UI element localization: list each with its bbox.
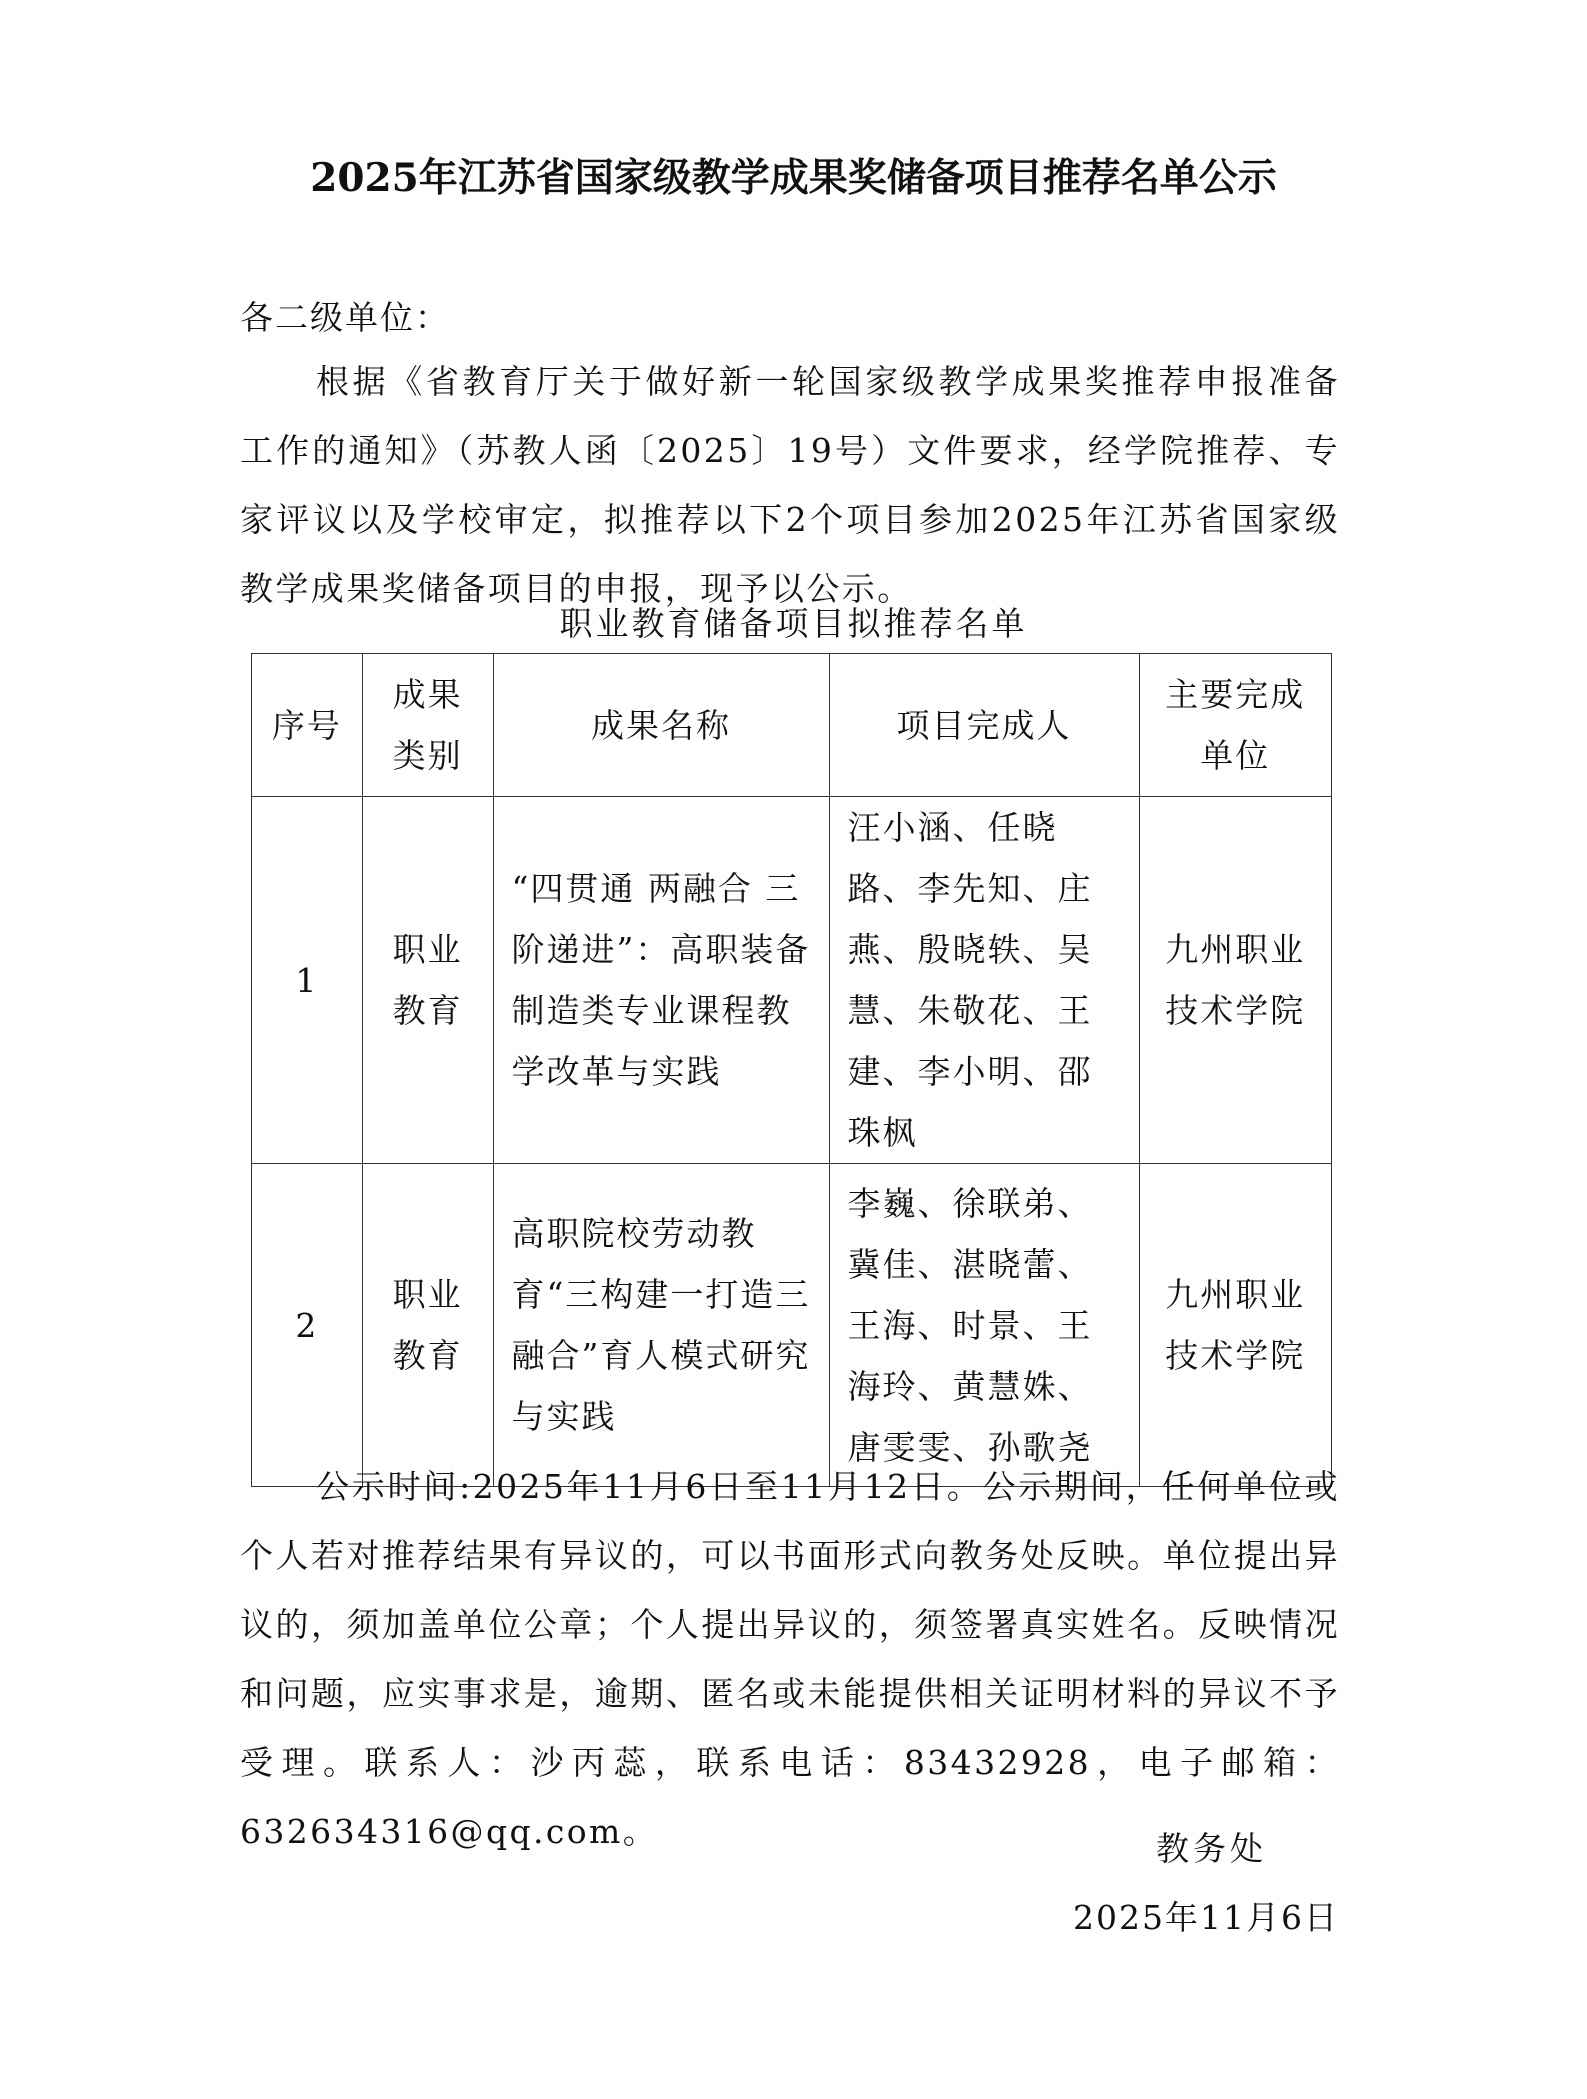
- cell-seq: 1: [252, 797, 363, 1164]
- header-name: 成果名称: [493, 654, 829, 797]
- cell-category: 职业教育: [362, 797, 493, 1164]
- table-row: [252, 797, 1332, 1164]
- cell-people: 李巍、徐联弟、冀佳、湛晓蕾、王海、时景、王海玲、黄慧姝、唐雯雯、孙歌尧: [829, 1164, 1139, 1487]
- document-title: 2025年江苏省国家级教学成果奖储备项目推荐名单公示: [310, 155, 1277, 201]
- cell-org: 九州职业技术学院: [1139, 797, 1331, 1164]
- table-row: [252, 1164, 1332, 1487]
- signature-department: 教务处: [1156, 1829, 1267, 1868]
- table-header-row: [252, 654, 1332, 797]
- cell-name: “四贯通 两融合 三阶递进”：高职装备制造类专业课程教学改革与实践: [493, 797, 829, 1164]
- header-seq: 序号: [252, 654, 363, 797]
- cell-people: 汪小涵、任晓路、李先知、庄燕、殷晓轶、吴慧、朱敬花、王建、李小明、邵珠枫: [829, 797, 1139, 1164]
- header-people: 项目完成人: [829, 654, 1139, 797]
- notice-paragraph: 公示时间:2025年11月6日至11月12日。公示期间，任何单位或个人若对推荐结果有异议的，可以书面形式向教务处反映。单位提出异议的，须加盖单位公章；个人提出异议的，须签署真实姓名。反映情况和问题，应实事求是，逾期、匿名或未能提供相关证明材料的异议不予受理。联系人：沙丙蕊，联系电话：83432928，电子邮箱：632634316@qq.com。: [240, 1467, 1340, 1851]
- salutation: 各二级单位：: [240, 298, 450, 337]
- cell-org: 九州职业技术学院: [1139, 1164, 1331, 1487]
- signature-date: 2025年11月6日: [1073, 1898, 1339, 1937]
- cell-name: 高职院校劳动教育“三构建一打造三融合”育人模式研究与实践: [493, 1164, 829, 1487]
- recommendation-table: [251, 653, 1332, 1487]
- cell-seq: 2: [252, 1164, 363, 1487]
- header-category: 成果类别: [362, 654, 493, 797]
- header-org: 主要完成单位: [1139, 654, 1331, 797]
- cell-category: 职业教育: [362, 1164, 493, 1487]
- table-caption: 职业教育储备项目拟推荐名单: [559, 604, 1028, 643]
- intro-paragraph: 根据《省教育厅关于做好新一轮国家级教学成果奖推荐申报准备工作的通知》（苏教人函〔2025〕19号）文件要求，经学院推荐、专家评议以及学校审定，拟推荐以下2个项目参加2025年江苏省国家级教学成果奖储备项目的申报，现予以公示。: [240, 362, 1340, 608]
